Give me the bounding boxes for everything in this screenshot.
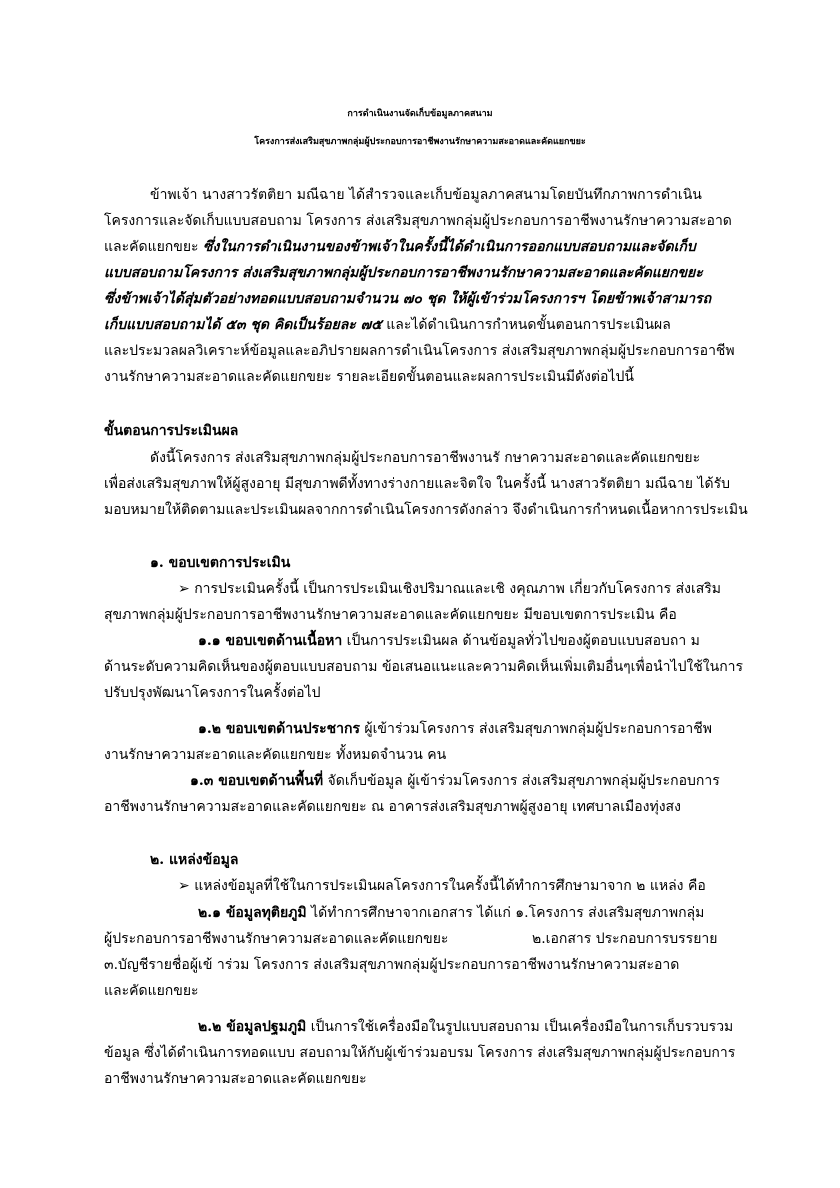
scope-content-line-2: ด้านระดับความคิดเห็นของผู้ตอบแบบสอบถาม ข้อเสนอแนะและความคิดเห็นเพิ่มเติมอื่นๆเพื่อนำไปใช้ในการ [104,659,744,675]
document-subtitle: โครงการส่งเสริมสุขภาพกลุ่มผู้ประกอบการอาชีพงานรักษาความสะอาดและคัดแยกขยะ [254,137,586,147]
primary-data-line-2: ข้อมูล ซึ่งได้ดำเนินการทอดแบบ สอบถามให้กับผู้เข้าร่วมอบรม โครงการ ส่งเสริมสุขภาพกลุ่มผู้ประกอบการ [104,1045,736,1061]
primary-data-line-1 [198,1017,733,1037]
intro-line-1: ข้าพเจ้า นางสาวรัตติยา มณีฉาย ได้สำรวจและเก็บข้อมูลภาคสนามโดยบันทึกภาพการดำเนิน [150,187,702,203]
secondary-data-line-2a: ผู้ประกอบการอาชีพงานรักษาความสะอาดและคัดแยกขยะ [104,931,449,947]
evaluation-line-1: ดังนี้โครงการ ส่งเสริมสุขภาพกลุ่มผู้ประกอบการอาชีพงานรั กษาความสะอาดและคัดแยกขยะ [150,450,701,466]
scope-population-text: ผู้เข้าร่วมโครงการ ส่งเสริมสุขภาพกลุ่มผู้ประกอบการอาชีพ [359,721,712,737]
scope-population-label: ๑.๒ ขอบเขตด้านประชากร [198,721,360,737]
arrow-bullet-icon: ➢ [178,878,190,894]
intro-line-8: งานรักษาความสะอาดและคัดแยกขยะ รายละเอียดขั้นตอนและผลการประเมินมีดังต่อไปนี้ [104,369,634,385]
intro-line-5: ซึ่งข้าพเจ้าได้สุ่มตัวอย่างทอดแบบสอบถามจำนวน ๗๐ ชุด ให้ผู้เข้าร่วมโครงการฯ โดยข้าพเจ้าสามารถ [104,291,712,307]
scope-bullet-line-1 [178,579,721,599]
intro-line-4: แบบสอบถามโครงการ ส่งเสริมสุขภาพกลุ่มผู้ประกอบการอาชีพงานรักษาความสะอาดและคัดแยกขยะ [104,265,703,281]
scope-content-text: เป็นการประเมินผล ด้านข้อมูลทั่วไปของผู้ตอบแบบสอบถา ม [342,633,700,649]
intro-line-7: และประมวลผลวิเคราะห์ข้อมูลและอภิปรายผลการดำเนินโครงการ ส่งเสริมสุขภาพกลุ่มผู้ประกอบการอาชีพ [104,343,735,359]
document-title: การดำเนินงานจัดเก็บข้อมูลภาคสนาม [347,109,493,119]
intro-line-3-emphasis: ซึ่งในการดำเนินงานของข้าพเจ้าในครั้งนี้ได้ดำเนินการออกแบบสอบถามและจัดเก็บ [203,239,696,255]
intro-line-3-text: และคัดแยกขยะ [104,239,204,255]
intro-line-3 [104,237,696,257]
secondary-data-line-2b: ๒.เอกสาร ประกอบการบรรยาย [532,931,718,947]
evaluation-line-3: มอบหมายให้ติดตามและประเมินผลจากการดำเนินโครงการดังกล่าว จึงดำเนินการกำหนดเนื้อหาการประเมิน [104,502,748,518]
evaluation-line-2: เพื่อส่งเสริมสุขภาพให้ผู้สูงอายุ มีสุขภาพดีทั้งทางร่างกายและจิตใจ ในครั้งนี้ นางสาวรัตติยา มณีฉาย ได้รับ [104,476,731,492]
secondary-data-label: ๒.๑ ข้อมูลทุติยภูมิ [198,905,307,921]
scope-bullet-text: การประเมินครั้งนี้ เป็นการประเมินเชิงปริมาณและเชิ งคุณภาพ เกี่ยวกับโครงการ ส่งเสริม [194,581,722,597]
scope-area-line-2: อาชีพงานรักษาความสะอาดและคัดแยกขยะ ณ อาคารส่งเสริมสุขภาพผู้สูงอายุ เทศบาลเมืองทุ่งสง [104,799,681,815]
scope-content-line-3: ปรับปรุงพัฒนาโครงการในครั้งต่อไป [104,685,321,701]
scope-population-line-2: งานรักษาความสะอาดและคัดแยกขยะ ทั้งหมดจำนวน คน [104,747,447,763]
intro-line-6-emphasis: เก็บแบบสอบถามได้ ๕๓ ชุด คิดเป็นร้อยละ ๗๕ [104,317,382,333]
secondary-data-line-4: และคัดแยกขยะ [104,983,199,999]
secondary-data-line-1 [198,903,704,923]
scope-area-line-1 [190,771,720,791]
primary-data-text: เป็นการใช้เครื่องมือในรูปแบบสอบถาม เป็นเครื่องมือในการเก็บรวบรวม [306,1019,734,1035]
secondary-data-line-3: ๓.บัญชีรายชื่อผู้เข้ าร่วม โครงการ ส่งเสริมสุขภาพกลุ่มผู้ประกอบการอาชีพงานรักษาความสะอาด [104,957,680,973]
scope-content-label: ๑.๑ ขอบเขตด้านเนื้อหา [198,633,343,649]
intro-line-6 [104,315,671,335]
section-heading-evaluation: ขั้นตอนการประเมินผล [104,423,239,439]
arrow-bullet-icon: ➢ [178,581,190,597]
primary-data-line-3: อาชีพงานรักษาความสะอาดและคัดแยกขยะ [104,1071,367,1087]
scope-population-line-1 [198,719,712,739]
scope-bullet-line-2: สุขภาพกลุ่มผู้ประกอบการอาชีพงานรักษาความสะอาดและคัดแยกขยะ มีขอบเขตการประเมิน คือ [104,607,677,623]
secondary-data-text: ได้ทำการศึกษาจากเอกสาร ได้แก่ ๑.โครงการ ส่งเสริมสุขภาพกลุ่ม [306,905,705,921]
section-heading-sources: ๒. แหล่งข้อมูล [150,852,239,868]
scope-content-line-1 [198,631,700,651]
primary-data-label: ๒.๒ ข้อมูลปฐมภูมิ [198,1019,307,1035]
sources-bullet-line-1 [178,876,706,896]
intro-line-6-text: และได้ดำเนินการกำหนดขั้นตอนการประเมินผล [381,317,671,333]
intro-line-2: โครงการและจัดเก็บแบบสอบถาม โครงการ ส่งเสริมสุขภาพกลุ่มผู้ประกอบการอาชีพงานรักษาความสะอาด [104,213,732,229]
section-heading-scope: ๑. ขอบเขตการประเมิน [150,555,291,571]
scope-area-text: จัดเก็บข้อมูล ผู้เข้าร่วมโครงการ ส่งเสริมสุขภาพกลุ่มผู้ประกอบการ [323,773,720,789]
scope-area-label: ๑.๓ ขอบเขตด้านพื้นที่ [190,773,324,789]
sources-bullet-text: แหล่งข้อมูลที่ใช้ในการประเมินผลโครงการในครั้งนี้ได้ทำการศึกษามาจาก ๒ แหล่ง คือ [194,878,706,894]
